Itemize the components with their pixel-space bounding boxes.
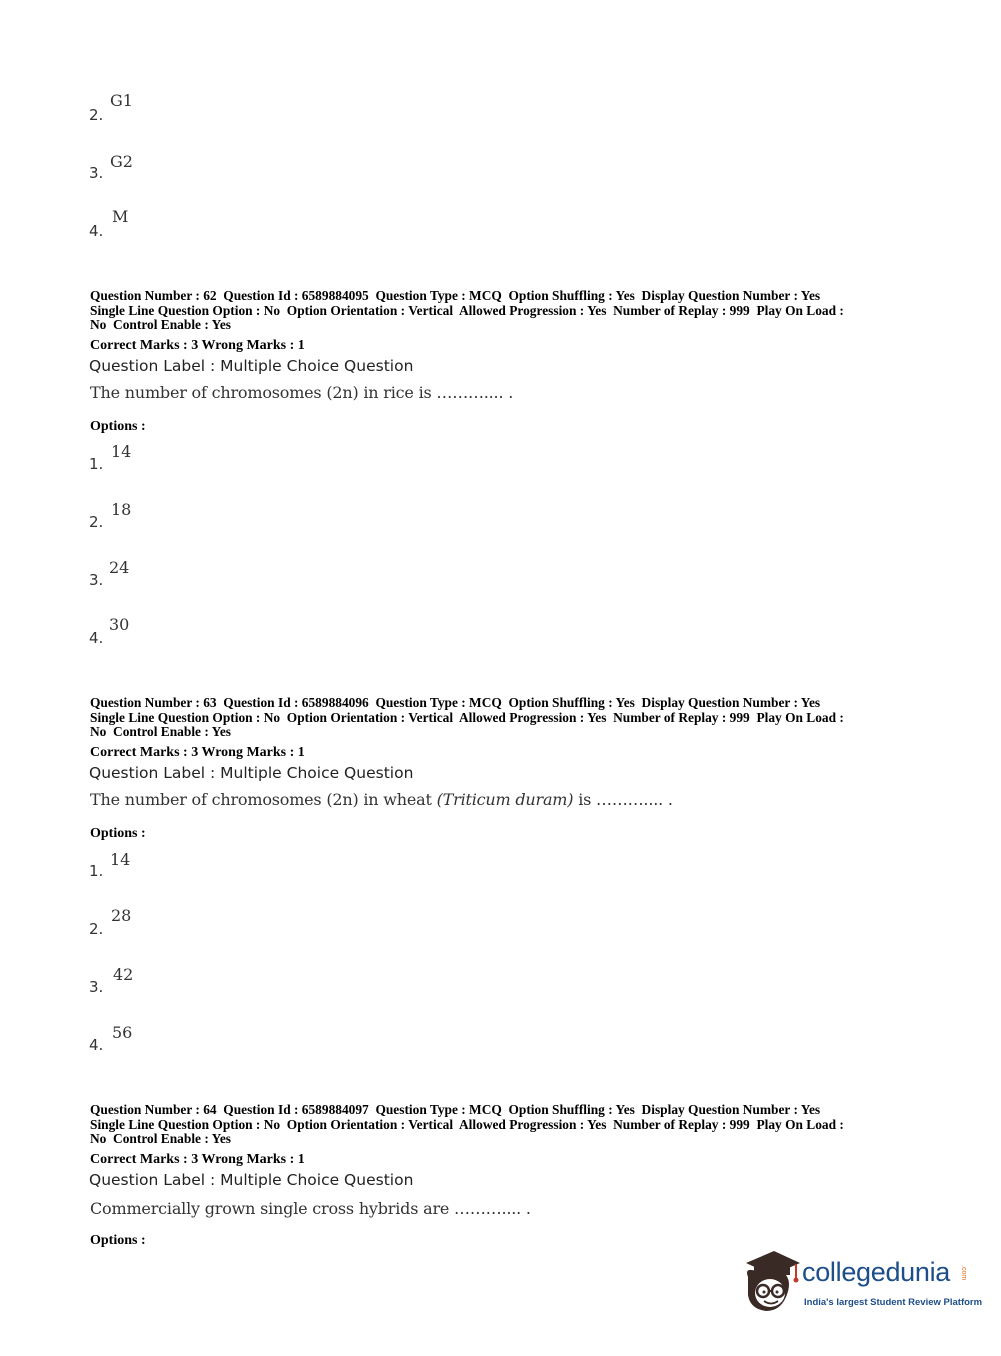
question-text-start: The number of chromosomes (2n) in wheat: [90, 790, 437, 809]
question-text-end: is ……….... .: [573, 790, 673, 809]
options-heading: Options :: [90, 826, 146, 841]
option-number: 2.: [89, 106, 104, 124]
options-heading: Options :: [90, 1233, 146, 1248]
option-value: M: [112, 207, 129, 226]
option-number: 3.: [89, 571, 104, 589]
option-number: 2.: [89, 920, 104, 938]
option-number: 1.: [89, 455, 104, 473]
question-meta: Question Number : 63 Question Id : 6589884096 Question Type : MCQ Option Shuffling : Yes Display Question Number : Yes Single Line Question Option : No Option Orientation : Vertical Allowed Progression : Yes Number of Replay : 999 Play On Load : No Control Enable : Yes: [90, 695, 844, 739]
option-value: 24: [109, 558, 130, 577]
logo-wordmark: collegedunia: [802, 1257, 951, 1287]
logo-com: .com: [960, 1265, 967, 1281]
option-number: 4.: [89, 222, 104, 240]
question-label: Question Label : Multiple Choice Question: [89, 1171, 414, 1189]
collegedunia-logo: [740, 1245, 983, 1320]
option-value: 30: [109, 615, 130, 634]
option-value: 18: [111, 500, 132, 519]
option-number: 3.: [89, 978, 104, 996]
question-marks: Correct Marks : 3 Wrong Marks : 1: [90, 1152, 305, 1167]
question-text: The number of chromosomes (2n) in rice is ……….... .: [90, 383, 514, 402]
option-value: G2: [110, 152, 133, 171]
logo-tagline: India's largest Student Review Platform: [804, 1297, 983, 1308]
question-label: Question Label : Multiple Choice Question: [89, 357, 414, 375]
option-number: 1.: [89, 862, 104, 880]
option-value: 56: [112, 1023, 133, 1042]
question-marks: Correct Marks : 3 Wrong Marks : 1: [90, 338, 305, 353]
species-name: (Triticum duram): [436, 790, 574, 809]
option-value: 42: [113, 965, 134, 984]
mascot-icon: [740, 1245, 800, 1315]
question-text: [90, 790, 673, 809]
option-value: 28: [111, 906, 132, 925]
option-value: 14: [110, 850, 131, 869]
option-number: 2.: [89, 513, 104, 531]
option-value: 14: [111, 442, 132, 461]
question-label: Question Label : Multiple Choice Question: [89, 764, 414, 782]
options-heading: Options :: [90, 419, 146, 434]
question-meta: Question Number : 62 Question Id : 6589884095 Question Type : MCQ Option Shuffling : Yes Display Question Number : Yes Single Line Question Option : No Option Orientation : Vertical Allowed Progression : Yes Number of Replay : 999 Play On Load : No Control Enable : Yes: [90, 288, 844, 332]
question-meta: Question Number : 64 Question Id : 6589884097 Question Type : MCQ Option Shuffling : Yes Display Question Number : Yes Single Line Question Option : No Option Orientation : Vertical Allowed Progression : Yes Number of Replay : 999 Play On Load : No Control Enable : Yes: [90, 1102, 844, 1146]
question-marks: Correct Marks : 3 Wrong Marks : 1: [90, 745, 305, 760]
option-number: 3.: [89, 164, 104, 182]
question-text: Commercially grown single cross hybrids are ……….... .: [90, 1199, 531, 1218]
option-value: G1: [110, 91, 133, 110]
option-number: 4.: [89, 1036, 104, 1054]
option-number: 4.: [89, 629, 104, 647]
